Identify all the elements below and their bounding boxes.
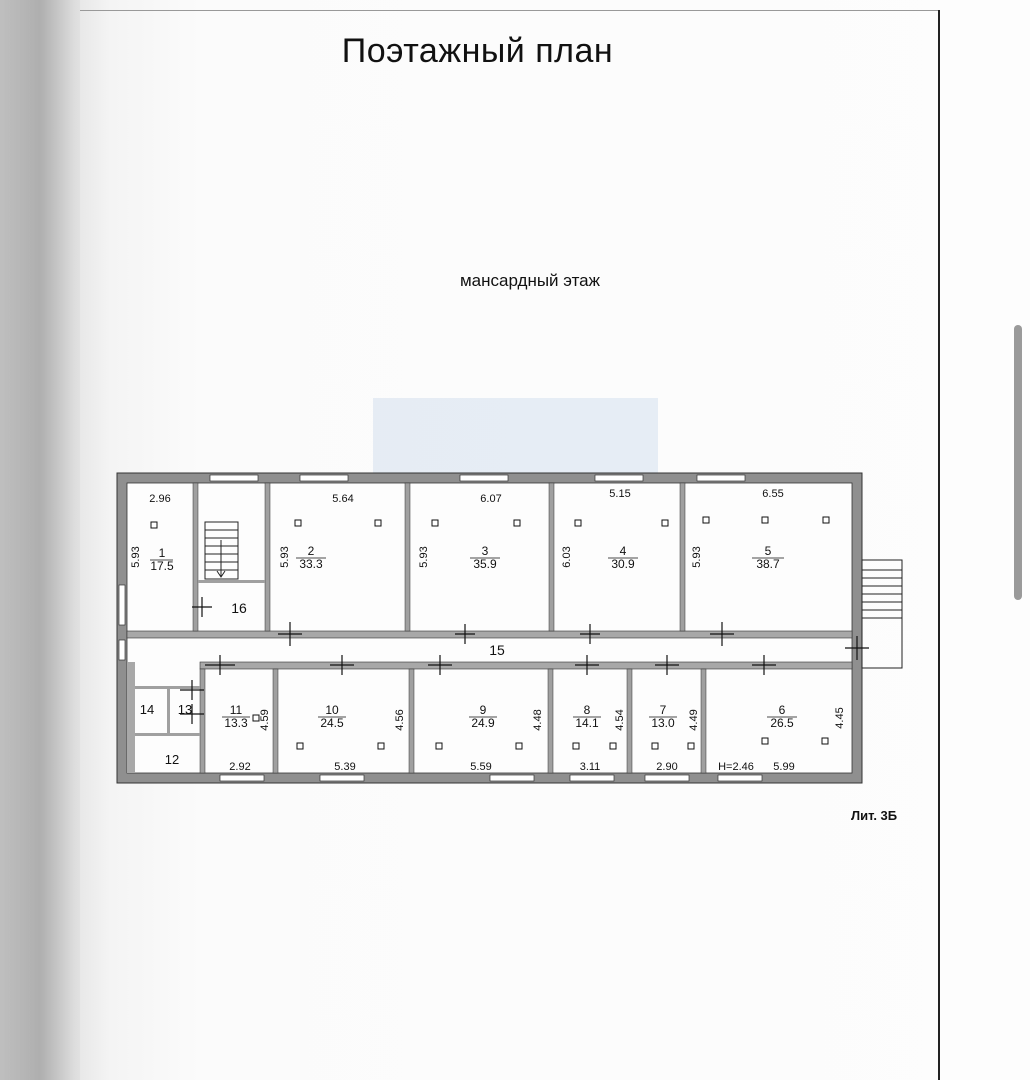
room-1-area: 17.5 [150,559,174,573]
room-6-number: 6 [778,703,786,717]
page-title: Поэтажный план [341,32,614,70]
dim-r5-width: 6.55 [762,488,784,500]
dim-r11-width: 2.92 [229,761,251,773]
room-11-area: 13.3 [224,716,248,730]
room-13-number: 13 [177,702,193,717]
room-3-number: 3 [481,544,489,558]
room-8-number: 8 [583,703,591,717]
room-12-number: 12 [164,752,180,767]
dim-r11-height: 4.59 [259,709,271,731]
room-9-area: 24.9 [471,716,495,730]
height-note: H=2.46 [718,761,754,773]
outer-walls [117,473,862,783]
room-2-area: 33.3 [299,557,323,571]
dim-r2-height: 5.93 [279,546,291,568]
dim-r7-width: 2.90 [656,761,678,773]
room-16-number: 16 [231,600,247,616]
dim-r4-height: 6.03 [561,546,573,568]
dim-r4-width: 5.15 [609,488,631,500]
dim-r9-height: 4.48 [532,709,544,731]
windows-side [119,585,125,660]
floor-subtitle: мансардный этаж [459,271,601,290]
room-7-number: 7 [659,703,667,717]
room-6-area: 26.5 [770,716,794,730]
dim-r3-width: 6.07 [480,493,502,505]
litera-label: Лит. 3Б [851,808,898,823]
room-11-number: 11 [229,703,243,717]
external-stairs-icon [862,560,902,668]
dim-r3-height: 5.93 [418,546,430,568]
dim-r8-height: 4.54 [614,709,626,731]
dim-r6-width: 5.99 [773,761,795,773]
room-4-number: 4 [619,544,627,558]
room-8-area: 14.1 [575,716,599,730]
dim-r1-width: 2.96 [149,493,171,505]
room-5-area: 38.7 [756,557,780,571]
dim-r2-width: 5.64 [332,493,354,505]
dim-r5-height: 5.93 [691,546,703,568]
room-3-area: 35.9 [473,557,497,571]
room-10-area: 24.5 [320,716,344,730]
dim-r10-width: 5.39 [334,761,356,773]
dim-r1-height: 5.93 [130,546,142,568]
room-15-number: 15 [489,642,505,658]
dim-r8-width: 3.11 [579,761,601,773]
room-1-number: 1 [158,546,166,560]
room-2-number: 2 [307,544,315,558]
room-4-area: 30.9 [611,557,635,571]
dim-r6-height: 4.45 [834,707,846,729]
room-9-number: 9 [479,703,487,717]
room-10-number: 10 [325,703,339,717]
dim-r10-height: 4.56 [394,709,406,731]
room-5-number: 5 [764,544,772,558]
room-7-area: 13.0 [651,716,675,730]
room-14-number: 14 [139,702,155,717]
dim-r7-height: 4.49 [688,709,700,731]
dim-r9-width: 5.59 [470,761,492,773]
